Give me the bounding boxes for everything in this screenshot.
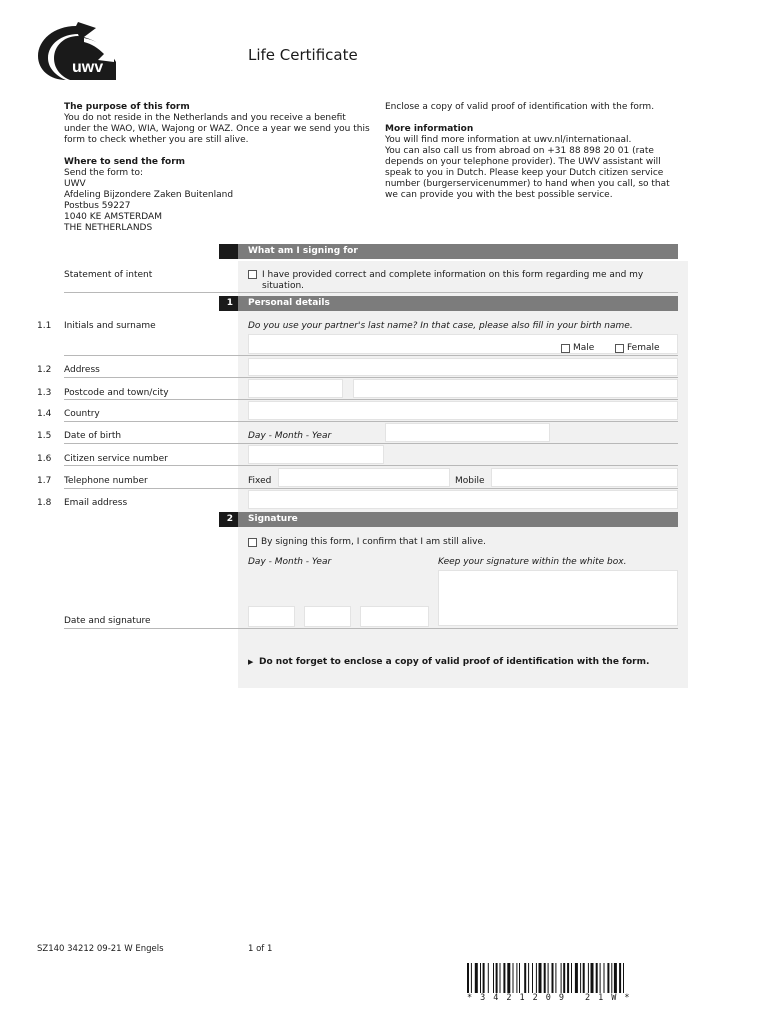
- field-label-dob: Date of birth: [64, 431, 122, 441]
- purpose-text: [64, 113, 384, 146]
- page-number: 1 of 1: [248, 944, 273, 954]
- barcode-bar: [591, 963, 594, 993]
- intro-right-column: [385, 102, 685, 201]
- barcode-bar: [516, 963, 517, 993]
- barcode-bar: [619, 963, 621, 993]
- barcode-bar: [507, 963, 510, 993]
- barcode-bar: [503, 963, 505, 993]
- barcode-bar: [607, 963, 609, 993]
- town-input[interactable]: [353, 379, 678, 398]
- divider: [64, 399, 678, 400]
- signature-box[interactable]: [438, 570, 678, 626]
- barcode-bar: [467, 963, 469, 993]
- barcode-bar: [493, 963, 494, 993]
- partner-name-note: Do you use your partner's last name? In that case, please also fill in your birth name.: [248, 321, 633, 331]
- field-label-name: Initials and surname: [64, 321, 156, 331]
- barcode-bar: [600, 963, 601, 993]
- section-number-1: [219, 296, 238, 311]
- address-line: Afdeling Bijzondere Zaken Buitenland: [64, 190, 234, 200]
- divider: [64, 443, 678, 444]
- section-title: Personal details: [248, 298, 330, 308]
- field-label-phone: Telephone number: [64, 476, 148, 486]
- barcode-bar: [567, 963, 569, 993]
- barcode-bar: [532, 963, 533, 993]
- divider: [64, 377, 678, 378]
- name-input[interactable]: [248, 334, 678, 354]
- barcode-bar: [583, 963, 585, 993]
- statement-text: [262, 270, 682, 292]
- barcode-bar: [475, 963, 478, 993]
- field-number: 1.3: [37, 388, 52, 398]
- dob-input[interactable]: [385, 423, 550, 442]
- female-checkbox[interactable]: [615, 344, 624, 353]
- signature-box-hint: Keep your signature within the white box.: [438, 557, 627, 567]
- field-label-bsn: Citizen service number: [64, 454, 168, 464]
- intro-left-column: [64, 102, 384, 234]
- barcode-bar: [513, 963, 514, 993]
- alive-confirm-checkbox[interactable]: [248, 538, 257, 547]
- section-number-2: [219, 512, 238, 527]
- barcode-bar: [552, 963, 554, 993]
- mobile-phone-label: Mobile: [455, 476, 485, 486]
- field-label-postcode: Postcode and town/city: [64, 388, 169, 398]
- address-input[interactable]: [248, 358, 678, 376]
- alive-confirm-text: By signing this form, I confirm that I am still alive.: [261, 537, 486, 547]
- email-input[interactable]: [248, 490, 678, 509]
- field-label-country: Country: [64, 409, 100, 419]
- address-line: 1040 KE AMSTERDAM: [64, 212, 162, 222]
- section-title: Signature: [248, 514, 298, 524]
- barcode-bar: [580, 963, 581, 993]
- address-line: Send the form to:: [64, 168, 144, 178]
- barcode-bar: [536, 963, 537, 993]
- barcode-bar: [539, 963, 542, 993]
- divider: [64, 421, 678, 422]
- form-code: SZ140 34212 09-21 W Engels: [37, 944, 164, 954]
- barcode-bar: [488, 963, 489, 993]
- barcode-bar: [544, 963, 546, 993]
- divider: [64, 292, 678, 293]
- more-info-line: You can also call us from abroad on +31 88 898 20 01 (rate: [385, 146, 654, 156]
- barcode-bar: [571, 963, 572, 993]
- purpose-line: under the WAO, WIA, Wajong or WAZ. Once a year we send you this: [64, 124, 370, 134]
- barcode-bar: [483, 963, 485, 993]
- barcode-bar: [500, 963, 501, 993]
- section-number: 2: [226, 514, 233, 524]
- enclose-text: Enclose a copy of valid proof of identification with the form.: [385, 102, 655, 112]
- more-info-line: speak to you in Dutch. Please keep your Dutch citizen service: [385, 168, 664, 178]
- signature-date-hint: Day - Month - Year: [248, 557, 332, 567]
- divider: [64, 465, 678, 466]
- fixed-phone-label: Fixed: [248, 476, 272, 486]
- sign-month-input[interactable]: [304, 606, 351, 627]
- barcode-bar: [561, 963, 562, 993]
- section-header-personal: [238, 296, 678, 311]
- more-info-line: depends on your telephone provider). The UWV assistant will: [385, 157, 661, 167]
- logo-text: uwv: [72, 59, 104, 76]
- statement-label: Statement of intent: [64, 270, 153, 280]
- field-number: 1.6: [37, 454, 52, 464]
- barcode-bar: [548, 963, 549, 993]
- fixed-phone-input[interactable]: [278, 468, 450, 487]
- sign-day-input[interactable]: [248, 606, 295, 627]
- country-input[interactable]: [248, 401, 678, 420]
- field-number: 1.8: [37, 498, 52, 508]
- more-info-line: You will find more information at uwv.nl/internationaal.: [385, 135, 632, 145]
- bsn-input[interactable]: [248, 445, 384, 464]
- female-label: Female: [627, 343, 660, 353]
- statement-line: I have provided correct and complete information on this form regarding me and my: [262, 270, 644, 280]
- barcode-bar: [611, 963, 612, 993]
- barcode-bar: [519, 963, 520, 993]
- dob-date-hint: Day - Month - Year: [248, 431, 332, 441]
- field-number: 1.7: [37, 476, 52, 486]
- date-signature-label: Date and signature: [64, 616, 151, 626]
- sign-year-input[interactable]: [360, 606, 429, 627]
- section-title: What am I signing for: [248, 246, 358, 256]
- purpose-line: form to check whether you are still alive.: [64, 135, 249, 145]
- enclose-reminder: Do not forget to enclose a copy of valid proof of identification with the form.: [259, 657, 650, 667]
- section-number: 1: [226, 298, 233, 308]
- field-number: 1.2: [37, 365, 52, 375]
- divider: [64, 488, 678, 489]
- barcode-bar: [480, 963, 481, 993]
- barcode-bar: [496, 963, 498, 993]
- more-info-text: [385, 135, 685, 201]
- document-title: Life Certificate: [248, 46, 358, 64]
- more-info-line: we can provide you with the best possible service.: [385, 190, 613, 200]
- statement-line: situation.: [262, 281, 305, 291]
- address-line: Postbus 59227: [64, 201, 131, 211]
- barcode-bar: [528, 963, 529, 993]
- barcode-bar: [524, 963, 526, 993]
- send-address: [64, 168, 384, 234]
- barcode-bar: [623, 963, 624, 993]
- male-checkbox[interactable]: [561, 344, 570, 353]
- barcode-bar: [575, 963, 578, 993]
- divider: [64, 355, 678, 356]
- barcode-bar: [563, 963, 565, 993]
- field-label-address: Address: [64, 365, 100, 375]
- field-number: 1.1: [37, 321, 52, 331]
- barcode-text: *3421209 21W*: [467, 993, 638, 1003]
- section-header-intent: [238, 244, 678, 259]
- field-label-email: Email address: [64, 498, 128, 508]
- barcode-bar: [614, 963, 617, 993]
- barcode: [467, 963, 677, 993]
- more-info-line: number (burgerservicenummer) to hand when you call, so that: [385, 179, 670, 189]
- section-marker-intent: [219, 244, 238, 259]
- divider: [64, 628, 678, 629]
- barcode-bar: [471, 963, 472, 993]
- uwv-logo: [36, 22, 118, 84]
- purpose-heading: The purpose of this form: [64, 102, 190, 112]
- mobile-phone-input[interactable]: [491, 468, 678, 487]
- bullet-arrow-icon: ▶: [248, 658, 254, 666]
- field-number: 1.5: [37, 431, 52, 441]
- section-header-signature: [238, 512, 678, 527]
- purpose-line: You do not reside in the Netherlands and you receive a benefit: [64, 113, 346, 123]
- address-line: UWV: [64, 179, 86, 189]
- more-info-heading: More information: [385, 124, 474, 134]
- postcode-input[interactable]: [248, 379, 343, 398]
- address-line: THE NETHERLANDS: [64, 223, 153, 233]
- barcode-bar: [596, 963, 598, 993]
- male-label: Male: [573, 343, 595, 353]
- barcode-bar: [588, 963, 589, 993]
- barcode-bar: [555, 963, 556, 993]
- statement-checkbox[interactable]: [248, 270, 257, 279]
- field-number: 1.4: [37, 409, 52, 419]
- send-heading: Where to send the form: [64, 157, 186, 167]
- barcode-bar: [604, 963, 605, 993]
